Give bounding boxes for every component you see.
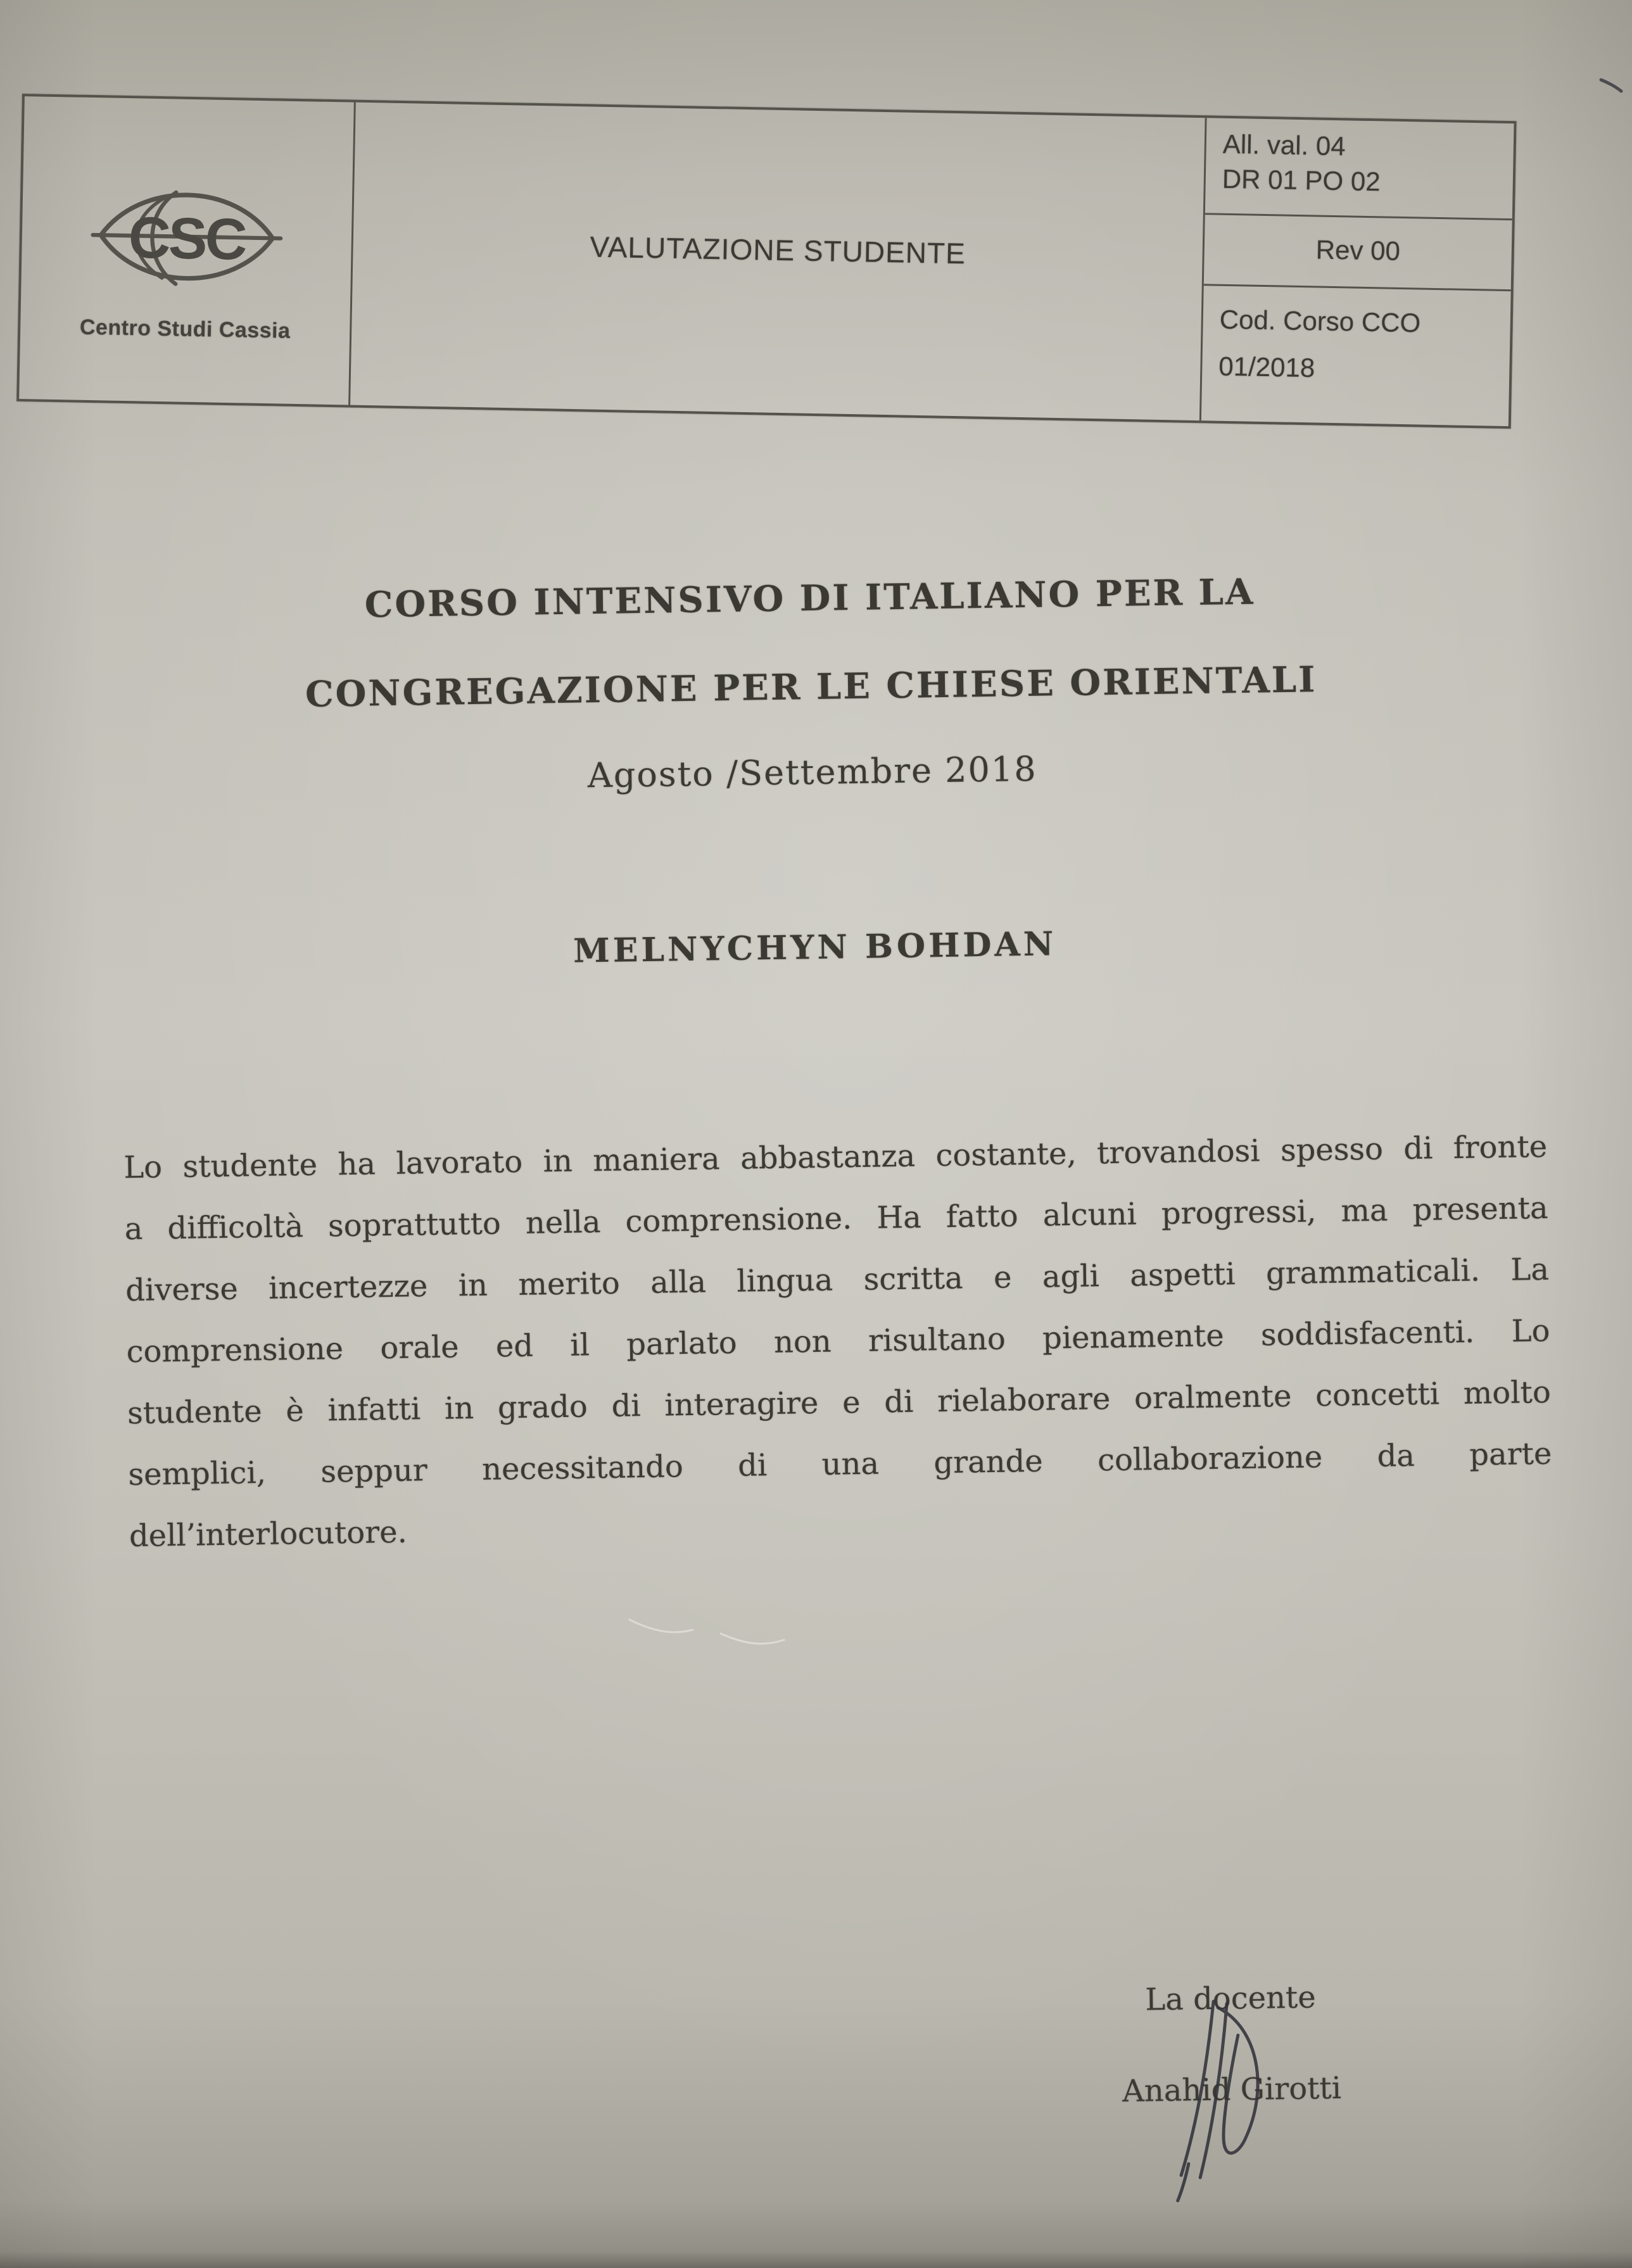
evaluation-line: semplici, seppur necessitando di una grande collaborazione da parte <box>128 1435 1552 1493</box>
info-revision: Rev 00 <box>1204 213 1512 289</box>
evaluation-line: diverse incertezze in merito alla lingua scritta e agli aspetti grammaticali. La <box>125 1251 1550 1309</box>
info-allegato-line1: All. val. 04 <box>1222 129 1346 161</box>
evaluation-line: dell’interlocutore. <box>129 1514 408 1554</box>
paper-scratch <box>626 1608 803 1653</box>
evaluation-line: Lo studente ha lavorato in maniera abbastanza costante, trovandosi spesso di fronte <box>123 1128 1548 1186</box>
evaluation-line: a difficoltà soprattutto nella comprensione. Ha fatto alcuni progressi, ma presenta <box>124 1190 1548 1247</box>
course-title-line1: CORSO INTENSIVO DI ITALIANO PER LA <box>364 570 1255 626</box>
logo-caption: Centro Studi Cassia <box>79 315 291 343</box>
student-name: MELNYCHYN BOHDAN <box>572 924 1057 971</box>
handwritten-signature <box>1146 1974 1314 2210</box>
evaluation-line: comprensione orale ed il parlato non risultano pienamente soddisfacenti. Lo <box>126 1313 1550 1370</box>
signature-teacher-name: Anahid Girotti <box>1122 2070 1342 2110</box>
document-title: VALUTAZIONE STUDENTE <box>590 230 966 270</box>
course-title-line2: CONGREGAZIONE PER LE CHIESE ORIENTALI <box>305 658 1317 715</box>
evaluation-line: studente è infatti in grado di interagire e di rielaborare oralmente concetti molto <box>127 1374 1552 1432</box>
info-course-code-line2: 01/2018 <box>1218 351 1315 382</box>
logo-acronym: CSC <box>128 204 246 272</box>
course-period: Agosto /Settembre 2018 <box>587 748 1038 796</box>
info-allegato-line2: DR 01 PO 02 <box>1222 163 1381 196</box>
info-course-code-line1: Cod. Corso CCO <box>1219 304 1421 338</box>
signature-role-label: La docente <box>1144 1979 1317 2018</box>
evaluation-paragraph <box>123 1129 1553 1580</box>
pen-mark <box>1596 73 1626 99</box>
